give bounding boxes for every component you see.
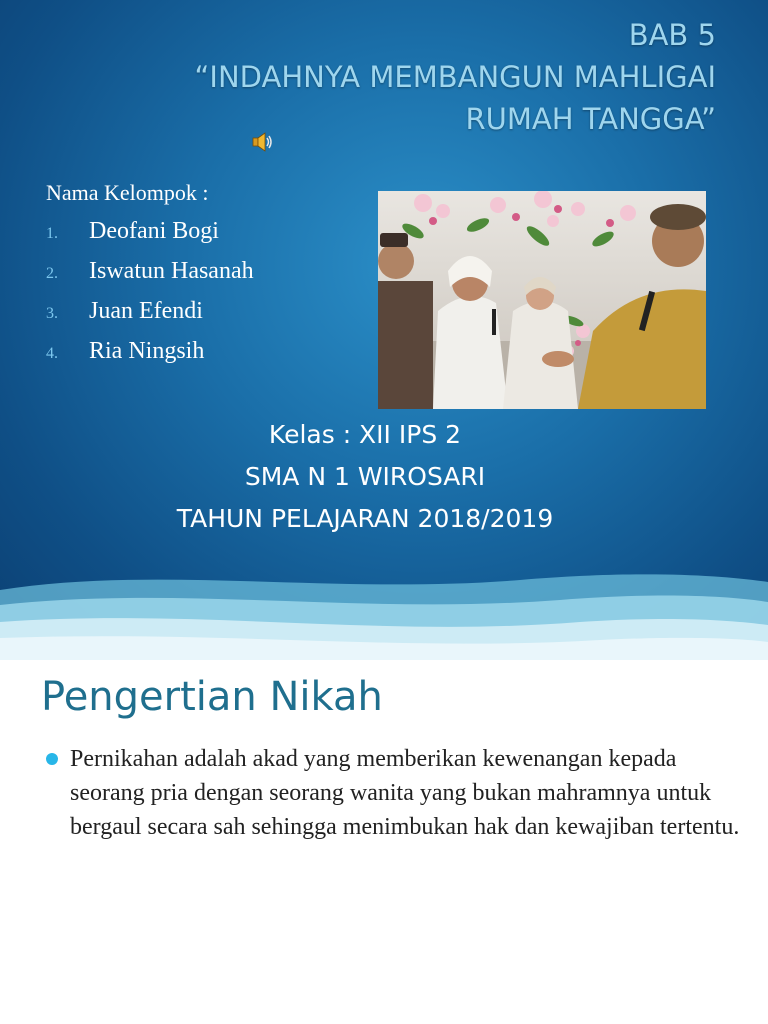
list-item (46, 218, 254, 258)
title-line-3: RUMAH TANGGA” (465, 102, 716, 136)
school-line: SMA N 1 WIROSARI (244, 462, 486, 491)
list-item (46, 742, 746, 844)
slide-title: Pengertian Nikah (41, 674, 383, 720)
bullet-icon (46, 753, 58, 765)
group-label: Nama Kelompok : (46, 180, 209, 205)
member-name: Deofani Bogi (89, 218, 219, 244)
list-number: 3. (46, 305, 58, 322)
definition-slide (0, 660, 768, 1024)
list-number: 1. (46, 225, 58, 242)
member-name: Iswatun Hasanah (89, 258, 254, 284)
speaker-icon[interactable] (250, 130, 274, 154)
title-line-2: “INDAHNYA MEMBANGUN MAHLIGAI (194, 60, 716, 94)
class-line: Kelas : XII IPS 2 (268, 420, 462, 449)
list-item (46, 298, 254, 338)
list-item (46, 258, 254, 298)
wedding-photo (378, 191, 706, 409)
list-number: 2. (46, 265, 58, 282)
list-item (46, 338, 254, 378)
year-line: TAHUN PELAJARAN 2018/2019 (176, 504, 554, 533)
title-line-1: BAB 5 (628, 18, 716, 52)
bullet-text: Pernikahan adalah akad yang memberikan kewenangan kepada seorang pria dengan seorang wanita yang bukan mahramnya untuk bergaul secara sah sehingga menimbukan hak dan kewajiban tertentu. (70, 746, 740, 840)
list-number: 4. (46, 345, 58, 362)
member-name: Ria Ningsih (89, 338, 205, 364)
member-name: Juan Efendi (89, 298, 203, 324)
slide-title (16, 14, 716, 140)
wave-decoration (0, 560, 768, 660)
member-list (46, 218, 254, 378)
